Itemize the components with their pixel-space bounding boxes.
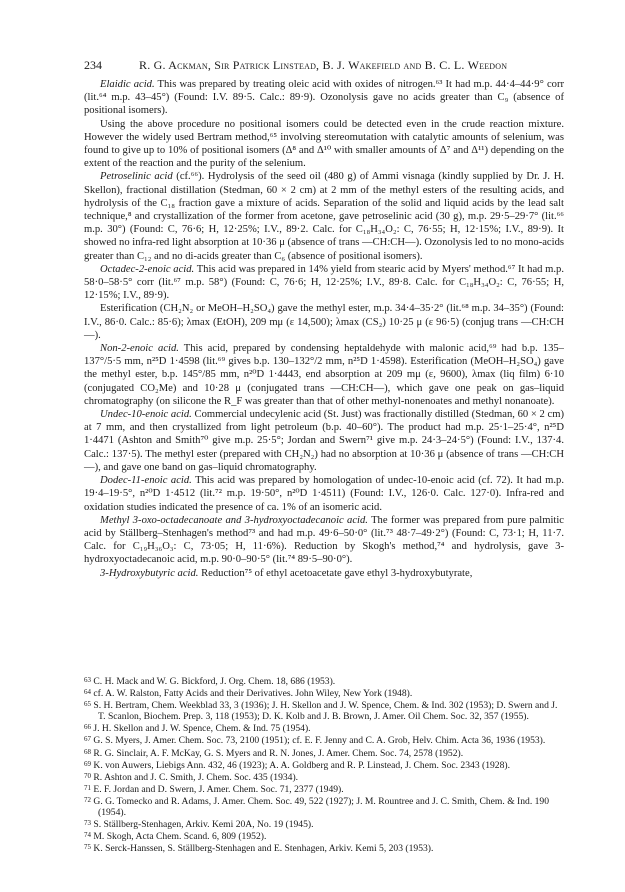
reference-number: 69: [84, 759, 91, 768]
reference-item: [84, 771, 564, 783]
page-number: 234: [84, 58, 102, 72]
paragraph-p6: [84, 342, 564, 408]
reference-item: [84, 842, 564, 854]
reference-text: G. S. Myers, J. Amer. Chem. Soc. 73, 2100 (1951); cf. E. F. Jenny and C. A. Grob, Helv. Chim. Acta 36, 1936 (1953).: [91, 735, 546, 747]
paragraph-p3: [84, 170, 564, 262]
reference-text: E. F. Jordan and D. Swern, J. Amer. Chem. Soc. 71, 2377 (1949).: [91, 783, 344, 795]
paragraph-heading: Dodec-11-enoic acid.: [100, 475, 192, 487]
paragraph-text: Commercial undecylenic acid (St. Just) was fractionally distilled (Stedman, 60 × 2 cm) at 7 mm, and then crystallized from light petroleum (b.p. 40–60°). The product had m.p. 25·1–25·4°, n²⁵D 1·4471 (Ashton and Smith⁷⁰ give m.p. 25·5°; Jordan and Swern⁷¹ give m.p. 24·3–24·5°) (Found: I.V., 137·4. Calc.: 137·5). The methyl ester (prepared with CH₂N₂) had no absorption at 10·36 μ (absence of trans —CH:CH—), and gave one band on gas–liquid chromatography.: [84, 409, 564, 473]
paragraph-text: The former was prepared from pure palmitic acid by Ställberg–Stenhagen's method⁷³ and had m.p. 49·6–50·0° (lit.⁷³ 48·7–49·2°) (Found: C, 73·1; H, 11·7. Calc. for C₁₉H₃₆O₃: C, 73·05; H, 11·6%). Reduction by Skogh's method,⁷⁴ and hydrolysis, gave 3-hydroxyoctadecanoic acid, m.p. 90·0–90·5° (lit.⁷⁴ 89·5–90·0°).: [84, 514, 564, 566]
article-body: [84, 78, 564, 580]
reference-text: R. G. Sinclair, A. F. McKay, G. S. Myers and R. N. Jones, J. Amer. Chem. Soc. 74, 2578 (1952).: [91, 747, 464, 759]
reference-item: [84, 795, 564, 818]
reference-text: R. Ashton and J. C. Smith, J. Chem. Soc. 435 (1934).: [91, 771, 299, 783]
paragraph-text: This was prepared by treating oleic acid with oxides of nitrogen.⁶³ It had m.p. 44·4–44·9° corr (lit.⁶⁴ m.p. 43–45°) (Found: I.V. 89·5. Calc.: 89·9). Ozonolysis gave no acids greater than C₉ (absence of positional isomers).: [84, 79, 564, 117]
reference-item: [84, 699, 564, 722]
reference-number: 71: [84, 783, 91, 792]
paragraph-heading: Undec-10-enoic acid.: [100, 409, 192, 421]
reference-text: S. H. Bertram, Chem. Weekblad 33, 3 (1936); J. H. Skellon and J. W. Spence, Chem. & Ind. 302 (1953); D. Swern and J. T. Scanlon, Biochem. Prep. 3, 118 (1953); D. K. Kolb and J. B. Brown, J. Amer. Oil Chem. Soc. 32, 357 (1955).: [91, 700, 558, 723]
reference-item: [84, 830, 564, 842]
paragraph-text: Reduction⁷⁵ of ethyl acetoacetate gave ethyl 3-hydroxybutyrate,: [198, 567, 473, 579]
paragraph-text: This acid, prepared by condensing heptaldehyde with malonic acid,⁶⁹ had b.p. 135–137°/5·5 mm, n²⁵D 1·4598 (lit.⁶⁹ gives b.p. 130–132°/2 mm, n²⁵D 1·4598). Esterification (MeOH–H₂SO₄) gave the methyl ester, b.p. 145°/85 mm, n²⁰D 1·4443, end absorption at 209 mμ (ε, 9600), λmax (liq film) 6·10 (conjugated CO₂Me) and 10·28 μ (conjugated trans —CH:CH—), which gave one peak on gas–liquid chromatography (on silicone the R_F was greater than that of other methyl-nonenoates and methyl nonanoate).: [84, 343, 564, 407]
reference-number: 75: [84, 843, 91, 852]
paragraph-p5: [84, 302, 564, 342]
reference-number: 68: [84, 747, 91, 756]
reference-item: [84, 734, 564, 746]
reference-item: [84, 783, 564, 795]
paragraph-heading: Octadec-2-enoic acid.: [100, 263, 195, 275]
reference-number: 64: [84, 688, 91, 697]
paragraph-p2: [84, 118, 564, 171]
paragraph-text: This acid was prepared by homologation of undec-10-enoic acid (cf. 72). It had m.p. 19·4–19·5°, n²⁰D 1·4512 (lit.⁷² m.p. 19·50°, n²⁰D 1·4511) (Found: I.V., 126·0. Calc. 127·0). Infra-red and oxidation studies indicated the presence of ca. 1% of an isomeric acid.: [84, 475, 564, 513]
reference-text: G. G. Tomecko and R. Adams, J. Amer. Chem. Soc. 49, 522 (1927); J. M. Rountree and J. C. Smith, Chem. & Ind. 190 (1954).: [91, 795, 550, 819]
reference-text: M. Skogh, Acta Chem. Scand. 6, 809 (1952).: [91, 831, 267, 843]
paragraph-p7: [84, 408, 564, 474]
reference-number: 73: [84, 819, 91, 828]
reference-number: 72: [84, 795, 91, 804]
reference-number: 67: [84, 735, 91, 744]
reference-text: C. H. Mack and W. G. Bickford, J. Org. Chem. 18, 686 (1953).: [91, 676, 336, 687]
paragraph-p4: [84, 263, 564, 303]
reference-item: [84, 747, 564, 759]
reference-item: [84, 759, 564, 771]
reference-text: K. von Auwers, Liebigs Ann. 432, 46 (1923); A. A. Goldberg and R. P. Linstead, J. Chem. Soc. 2343 (1928).: [91, 759, 510, 771]
reference-text: J. H. Skellon and J. W. Spence, Chem. & Ind. 75 (1954).: [91, 723, 311, 735]
paragraph-p8: [84, 474, 564, 514]
reference-item: [84, 722, 564, 734]
paragraph-heading: Elaidic acid.: [100, 79, 155, 90]
paragraph-p9: [84, 514, 564, 567]
paragraph-heading: Non-2-enoic acid.: [100, 343, 179, 355]
paragraph-p1: [84, 78, 564, 118]
reference-text: S. Ställberg-Stenhagen, Arkiv. Kemi 20A, No. 19 (1945).: [91, 819, 314, 831]
reference-item: [84, 687, 564, 699]
reference-number: 70: [84, 771, 91, 780]
reference-number: 63: [84, 676, 91, 684]
paragraph-heading: Methyl 3-oxo-octadecanoate and 3-hydroxyoctadecanoic acid.: [100, 514, 368, 526]
paragraph-text: Using the above procedure no positional isomers could be detected even in the crude reaction mixture. However the widely used Bertram method,⁶⁵ involving stereomutation with catalytic amounts of selenium, was found to give up to 10% of positional isomers (Δ⁸ and Δ¹⁰ with smaller amounts of Δ⁷ and Δ¹¹) depending on the extent of the reaction and the purity of the selenium.: [84, 118, 564, 170]
paragraph-text: (cf.⁶⁶). Hydrolysis of the seed oil (480 g) of Ammi visnaga (kindly supplied by Dr. J. H. Skellon), fractional distillation (Stedman, 60 × 2 cm) at 2 mm of the methyl esters of the resulting acids, and hydrolysis of the C₁₈ fraction gave a mixture of acids. Separation of the solid and liquid acids by the lead salt technique,⁸ and crystallization of the former from acetone, gave petroselinic acid (30 g), m.p. 29·5–29·7° (lit.⁶⁶ m.p. 30°) (Found: C, 76·6; H, 12·25%; I.V., 89·2. Calc. for C₁₈H₃₄O₂: C, 76·55; H, 12·15%; I.V., 89·9). It showed no infra-red light absorption at 10·36 μ (absence of trans —CH:CH—). Ozonolysis led to no mono-acids greater than C₁₂ and no di-acids greater than C₆ (absence of positional isomers).: [84, 171, 564, 262]
paragraph-text: Esterification (CH₂N₂ or MeOH–H₂SO₄) gave the methyl ester, m.p. 34·4–35·2° (lit.⁶⁸ m.p. 34–35°) (Found: I.V., 86·0. Calc.: 85·6); λmax (EtOH), 209 mμ (ε 14,500); λmax (CS₂) 10·25 μ (ε 96·5) (conjug trans —CH:CH—).: [84, 303, 564, 341]
reference-number: 65: [84, 700, 91, 709]
reference-text: K. Serck-Hanssen, S. Ställberg-Stenhagen and E. Stenhagen, Arkiv. Kemi 5, 203 (1953).: [91, 843, 434, 855]
reference-text: cf. A. W. Ralston, Fatty Acids and their Derivatives. John Wiley, New York (1948).: [91, 688, 413, 700]
reference-number: 74: [84, 831, 91, 840]
paragraph-text: This acid was prepared in 14% yield from stearic acid by Myers' method.⁶⁷ It had m.p. 58·0–58·5° corr (lit.⁶⁷ m.p. 58°) (Found: C, 76·6; H, 12·25%; I.V., 89·8. Calc. for C₁₈H₃₄O₂: C, 76·55; H, 12·15%; I.V., 89·9).: [84, 263, 564, 302]
reference-item: [84, 675, 564, 687]
running-header-authors: R. G. Ackman, Sir Patrick Linstead, B. J. Wakefield and B. C. L. Weedon: [139, 58, 508, 72]
paragraph-heading: Petroselinic acid: [100, 171, 173, 183]
reference-number: 66: [84, 723, 91, 732]
paragraph-p10: [84, 567, 564, 580]
paragraph-heading: 3-Hydroxybutyric acid.: [100, 567, 199, 579]
reference-item: [84, 818, 564, 830]
footnote-references: [84, 675, 564, 854]
